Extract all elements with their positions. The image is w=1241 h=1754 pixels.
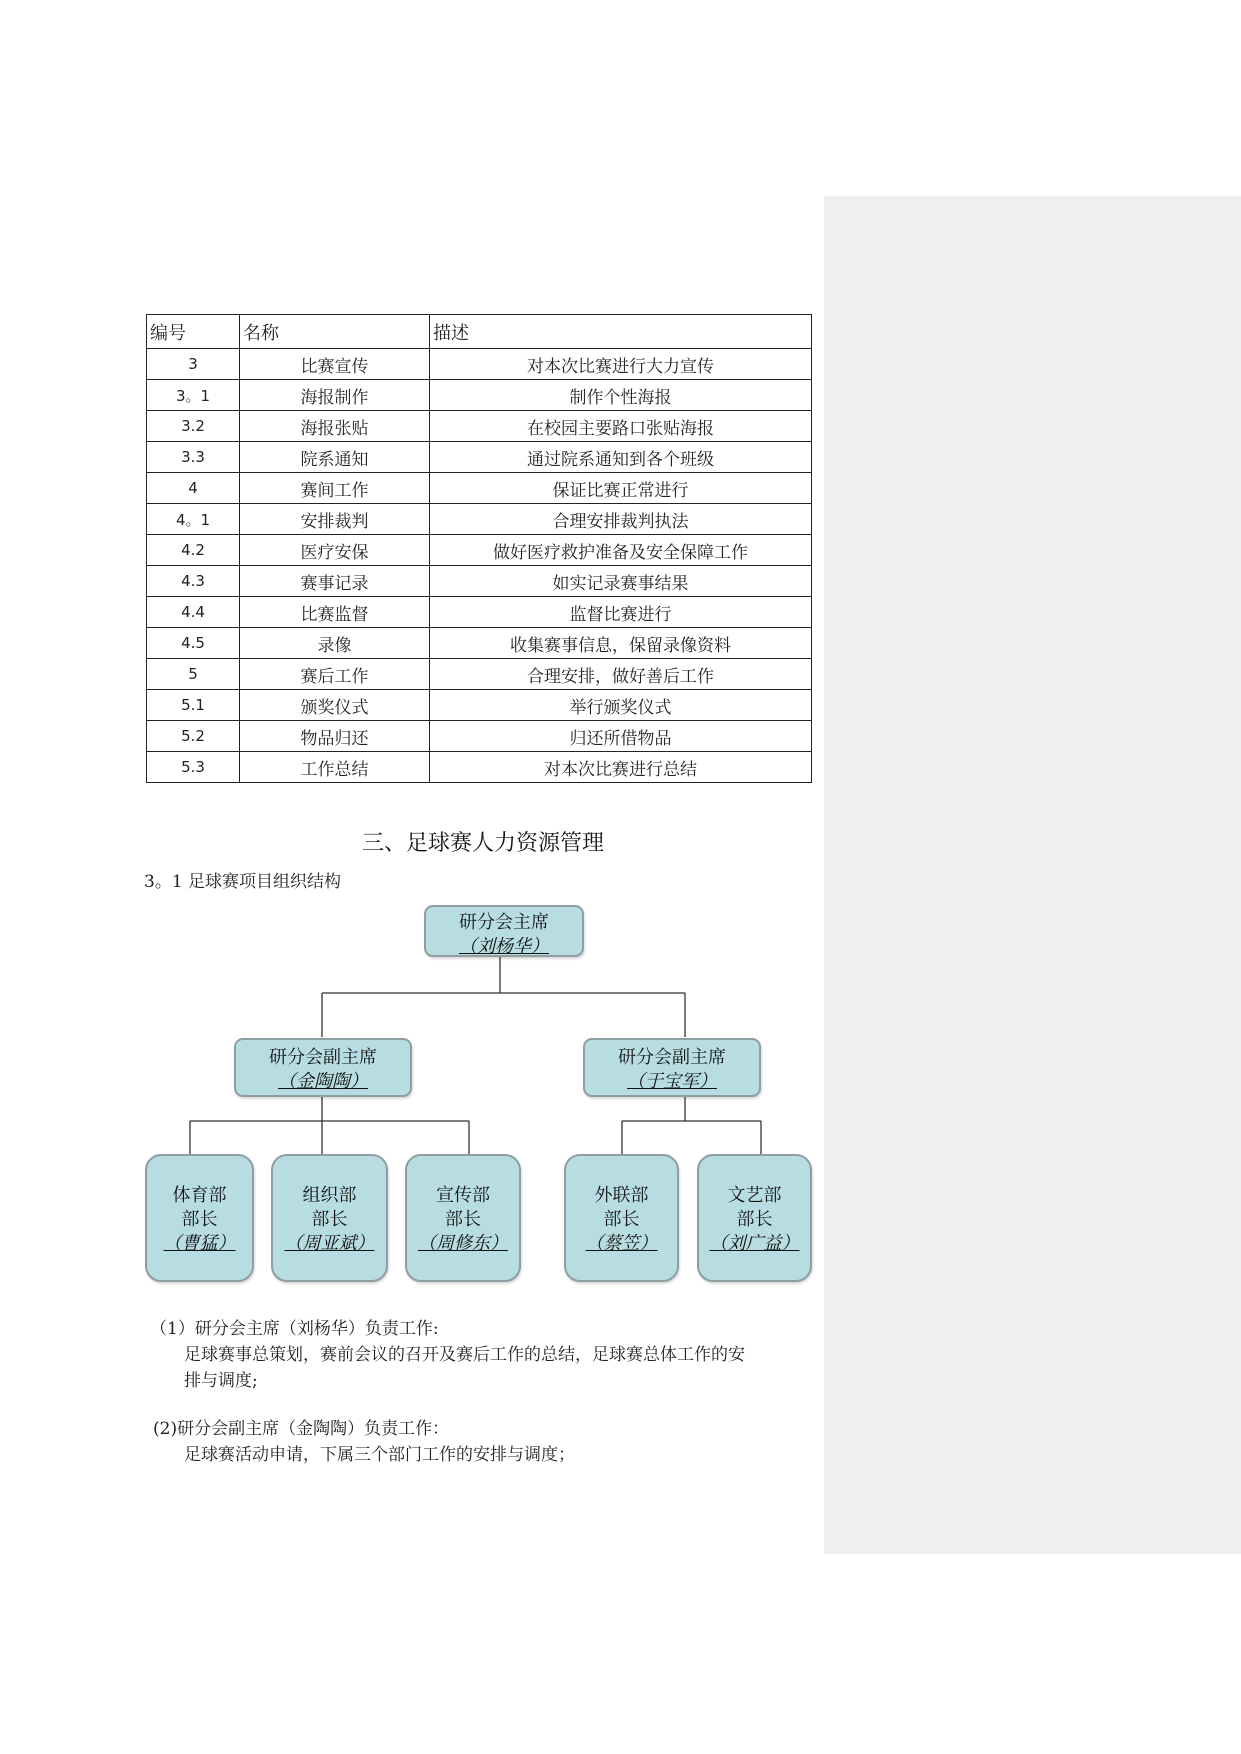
cell-name: 比赛监督 — [240, 597, 430, 628]
org-node-dept-publicity — [405, 1154, 521, 1282]
dept-name: 体育部 — [172, 1185, 227, 1206]
cell-id: 3。1 — [147, 380, 240, 411]
org-node-vice-1 — [234, 1038, 412, 1097]
cell-name: 物品归还 — [240, 721, 430, 752]
paragraph-2-head: (2)研分会副主席（金陶陶）负责工作： — [153, 1419, 450, 1439]
cell-name: 海报张贴 — [240, 411, 430, 442]
cell-desc: 对本次比赛进行总结 — [430, 752, 812, 783]
cell-id: 5.1 — [147, 690, 240, 721]
cell-id: 3.3 — [147, 442, 240, 473]
cell-name: 海报制作 — [240, 380, 430, 411]
cell-id: 5.2 — [147, 721, 240, 752]
cell-name: 录像 — [240, 628, 430, 659]
org-node-vice-2 — [583, 1038, 761, 1097]
header-id: 编号 — [147, 315, 240, 349]
cell-desc: 制作个性海报 — [430, 380, 812, 411]
cell-desc: 举行颁奖仪式 — [430, 690, 812, 721]
sub-title: 3。1 足球赛项目组织结构 — [144, 872, 342, 892]
cell-desc: 归还所借物品 — [430, 721, 812, 752]
cell-id: 4。1 — [147, 504, 240, 535]
dept-person: （曹猛） — [163, 1233, 236, 1254]
cell-desc: 收集赛事信息，保留录像资料 — [430, 628, 812, 659]
cell-desc: 如实记录赛事结果 — [430, 566, 812, 597]
chair-role: 研分会主席 — [459, 912, 549, 933]
cell-id: 3.2 — [147, 411, 240, 442]
cell-name: 赛后工作 — [240, 659, 430, 690]
dept-title: 部长 — [736, 1209, 773, 1230]
cell-desc: 合理安排裁判执法 — [430, 504, 812, 535]
dept-title: 部长 — [445, 1209, 481, 1230]
cell-name: 工作总结 — [240, 752, 430, 783]
paragraph-2-line-1: 足球赛活动申请，下属三个部门工作的安排与调度； — [184, 1445, 575, 1465]
cell-desc: 监督比赛进行 — [430, 597, 812, 628]
cell-name: 比赛宣传 — [240, 349, 430, 380]
paragraph-1-line-1: 足球赛事总策划，赛前会议的召开及赛后工作的总结，足球赛总体工作的安 — [184, 1345, 745, 1365]
dept-person: （蔡笠） — [585, 1233, 658, 1254]
cell-id: 4.2 — [147, 535, 240, 566]
cell-id: 5 — [147, 659, 240, 690]
org-node-chair — [424, 905, 584, 957]
org-node-dept-sports — [145, 1154, 254, 1282]
dept-name: 外联部 — [594, 1185, 649, 1206]
dept-name: 文艺部 — [727, 1185, 782, 1206]
dept-person: （刘广益） — [709, 1233, 800, 1254]
cell-desc: 做好医疗救护准备及安全保障工作 — [430, 535, 812, 566]
vice1-person: （金陶陶） — [278, 1071, 368, 1092]
cell-name: 安排裁判 — [240, 504, 430, 535]
cell-id: 4.5 — [147, 628, 240, 659]
vice1-role: 研分会副主席 — [269, 1047, 377, 1068]
vice2-person: （于宝军） — [627, 1071, 717, 1092]
cell-name: 颁奖仪式 — [240, 690, 430, 721]
section-title: 三、足球赛人力资源管理 — [361, 831, 604, 856]
dept-title: 部长 — [603, 1209, 640, 1230]
paragraph-1-line-2: 排与调度; — [184, 1371, 258, 1391]
chair-person: （刘杨华） — [459, 936, 549, 957]
org-node-dept-arts — [697, 1154, 812, 1282]
dept-person: （周亚斌） — [284, 1233, 375, 1254]
org-node-dept-organization — [271, 1154, 388, 1282]
header-name: 名称 — [240, 315, 430, 349]
dept-person: （周修东） — [418, 1233, 508, 1254]
cell-name: 赛事记录 — [240, 566, 430, 597]
cell-name: 医疗安保 — [240, 535, 430, 566]
cell-id: 4 — [147, 473, 240, 504]
dept-name: 组织部 — [302, 1185, 357, 1206]
cell-name: 赛间工作 — [240, 473, 430, 504]
dept-title: 部长 — [181, 1209, 218, 1230]
org-node-dept-liaison — [564, 1154, 679, 1282]
paragraph-1-head: （1）研分会主席（刘杨华）负责工作: — [150, 1319, 439, 1339]
cell-id: 4.4 — [147, 597, 240, 628]
cell-desc: 对本次比赛进行大力宣传 — [430, 349, 812, 380]
dept-name: 宣传部 — [436, 1185, 490, 1206]
cell-id: 3 — [147, 349, 240, 380]
header-desc: 描述 — [430, 315, 812, 349]
cell-desc: 合理安排，做好善后工作 — [430, 659, 812, 690]
cell-desc: 在校园主要路口张贴海报 — [430, 411, 812, 442]
cell-desc: 保证比赛正常进行 — [430, 473, 812, 504]
dept-title: 部长 — [311, 1209, 348, 1230]
cell-name: 院系通知 — [240, 442, 430, 473]
cell-desc: 通过院系通知到各个班级 — [430, 442, 812, 473]
vice2-role: 研分会副主席 — [618, 1047, 726, 1068]
cell-id: 4.3 — [147, 566, 240, 597]
cell-id: 5.3 — [147, 752, 240, 783]
